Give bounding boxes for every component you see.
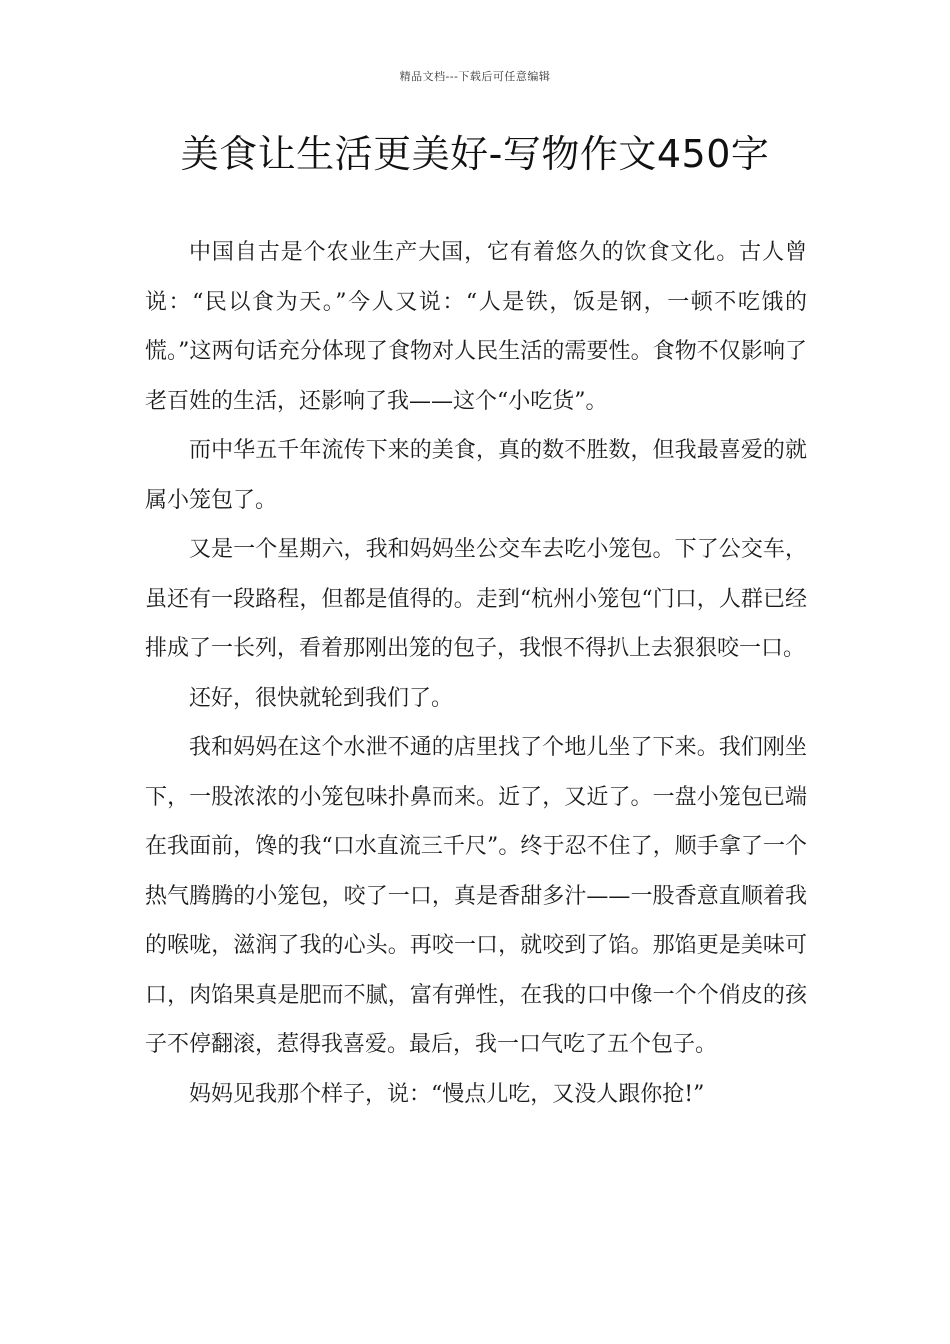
paragraph: 我和妈妈在这个水泄不通的店里找了个地儿坐了下来。我们刚坐下，一股浓浓的小笼包味扑鼻而来。近了，又近了。一盘小笼包已端在我面前，馋的我“口水直流三千尺”。终于忍不住了，顺手拿了一个热气腾腾的小笼包，咬了一口，真是香甜多汁——一股香意直顺着我的喉咙，滋润了我的心头。再咬一口，就咬到了馅。那馅更是美味可口，肉馅果真是肥而不腻，富有弹性，在我的口中像一个个俏皮的孩子不停翻滚，惹得我喜爱。最后，我一口气吃了五个包子。 (145, 735, 807, 1057)
page-header-note: 精品文档---下载后可任意编辑 (399, 70, 551, 83)
paragraph: 妈妈见我那个样子，说：“慢点儿吃，又没人跟你抢!” (189, 1081, 705, 1107)
paragraph: 而中华五千年流传下来的美食，真的数不胜数，但我最喜爱的就属小笼包了。 (145, 438, 807, 513)
paragraph: 又是一个星期六，我和妈妈坐公交车去吃小笼包。下了公交车，虽还有一段路程，但都是值得的。走到“杭州小笼包“门口，人群已经排成了一长列，看着那刚出笼的包子，我恨不得扒上去狠狠咬一口。 (145, 537, 807, 661)
document-title: 美食让生活更美好-写物作文450字 (180, 132, 770, 176)
paragraph: 还好，很快就轮到我们了。 (189, 685, 454, 711)
article-body (145, 228, 807, 1119)
paragraph: 中国自古是个农业生产大国，它有着悠久的饮食文化。古人曾说：“民以食为天。”今人又说：“人是铁，饭是钢，一顿不吃饿的慌。”这两句话充分体现了食物对人民生活的需要性。食物不仅影响了老百姓的生活，还影响了我——这个“小吃货”。 (145, 240, 807, 414)
